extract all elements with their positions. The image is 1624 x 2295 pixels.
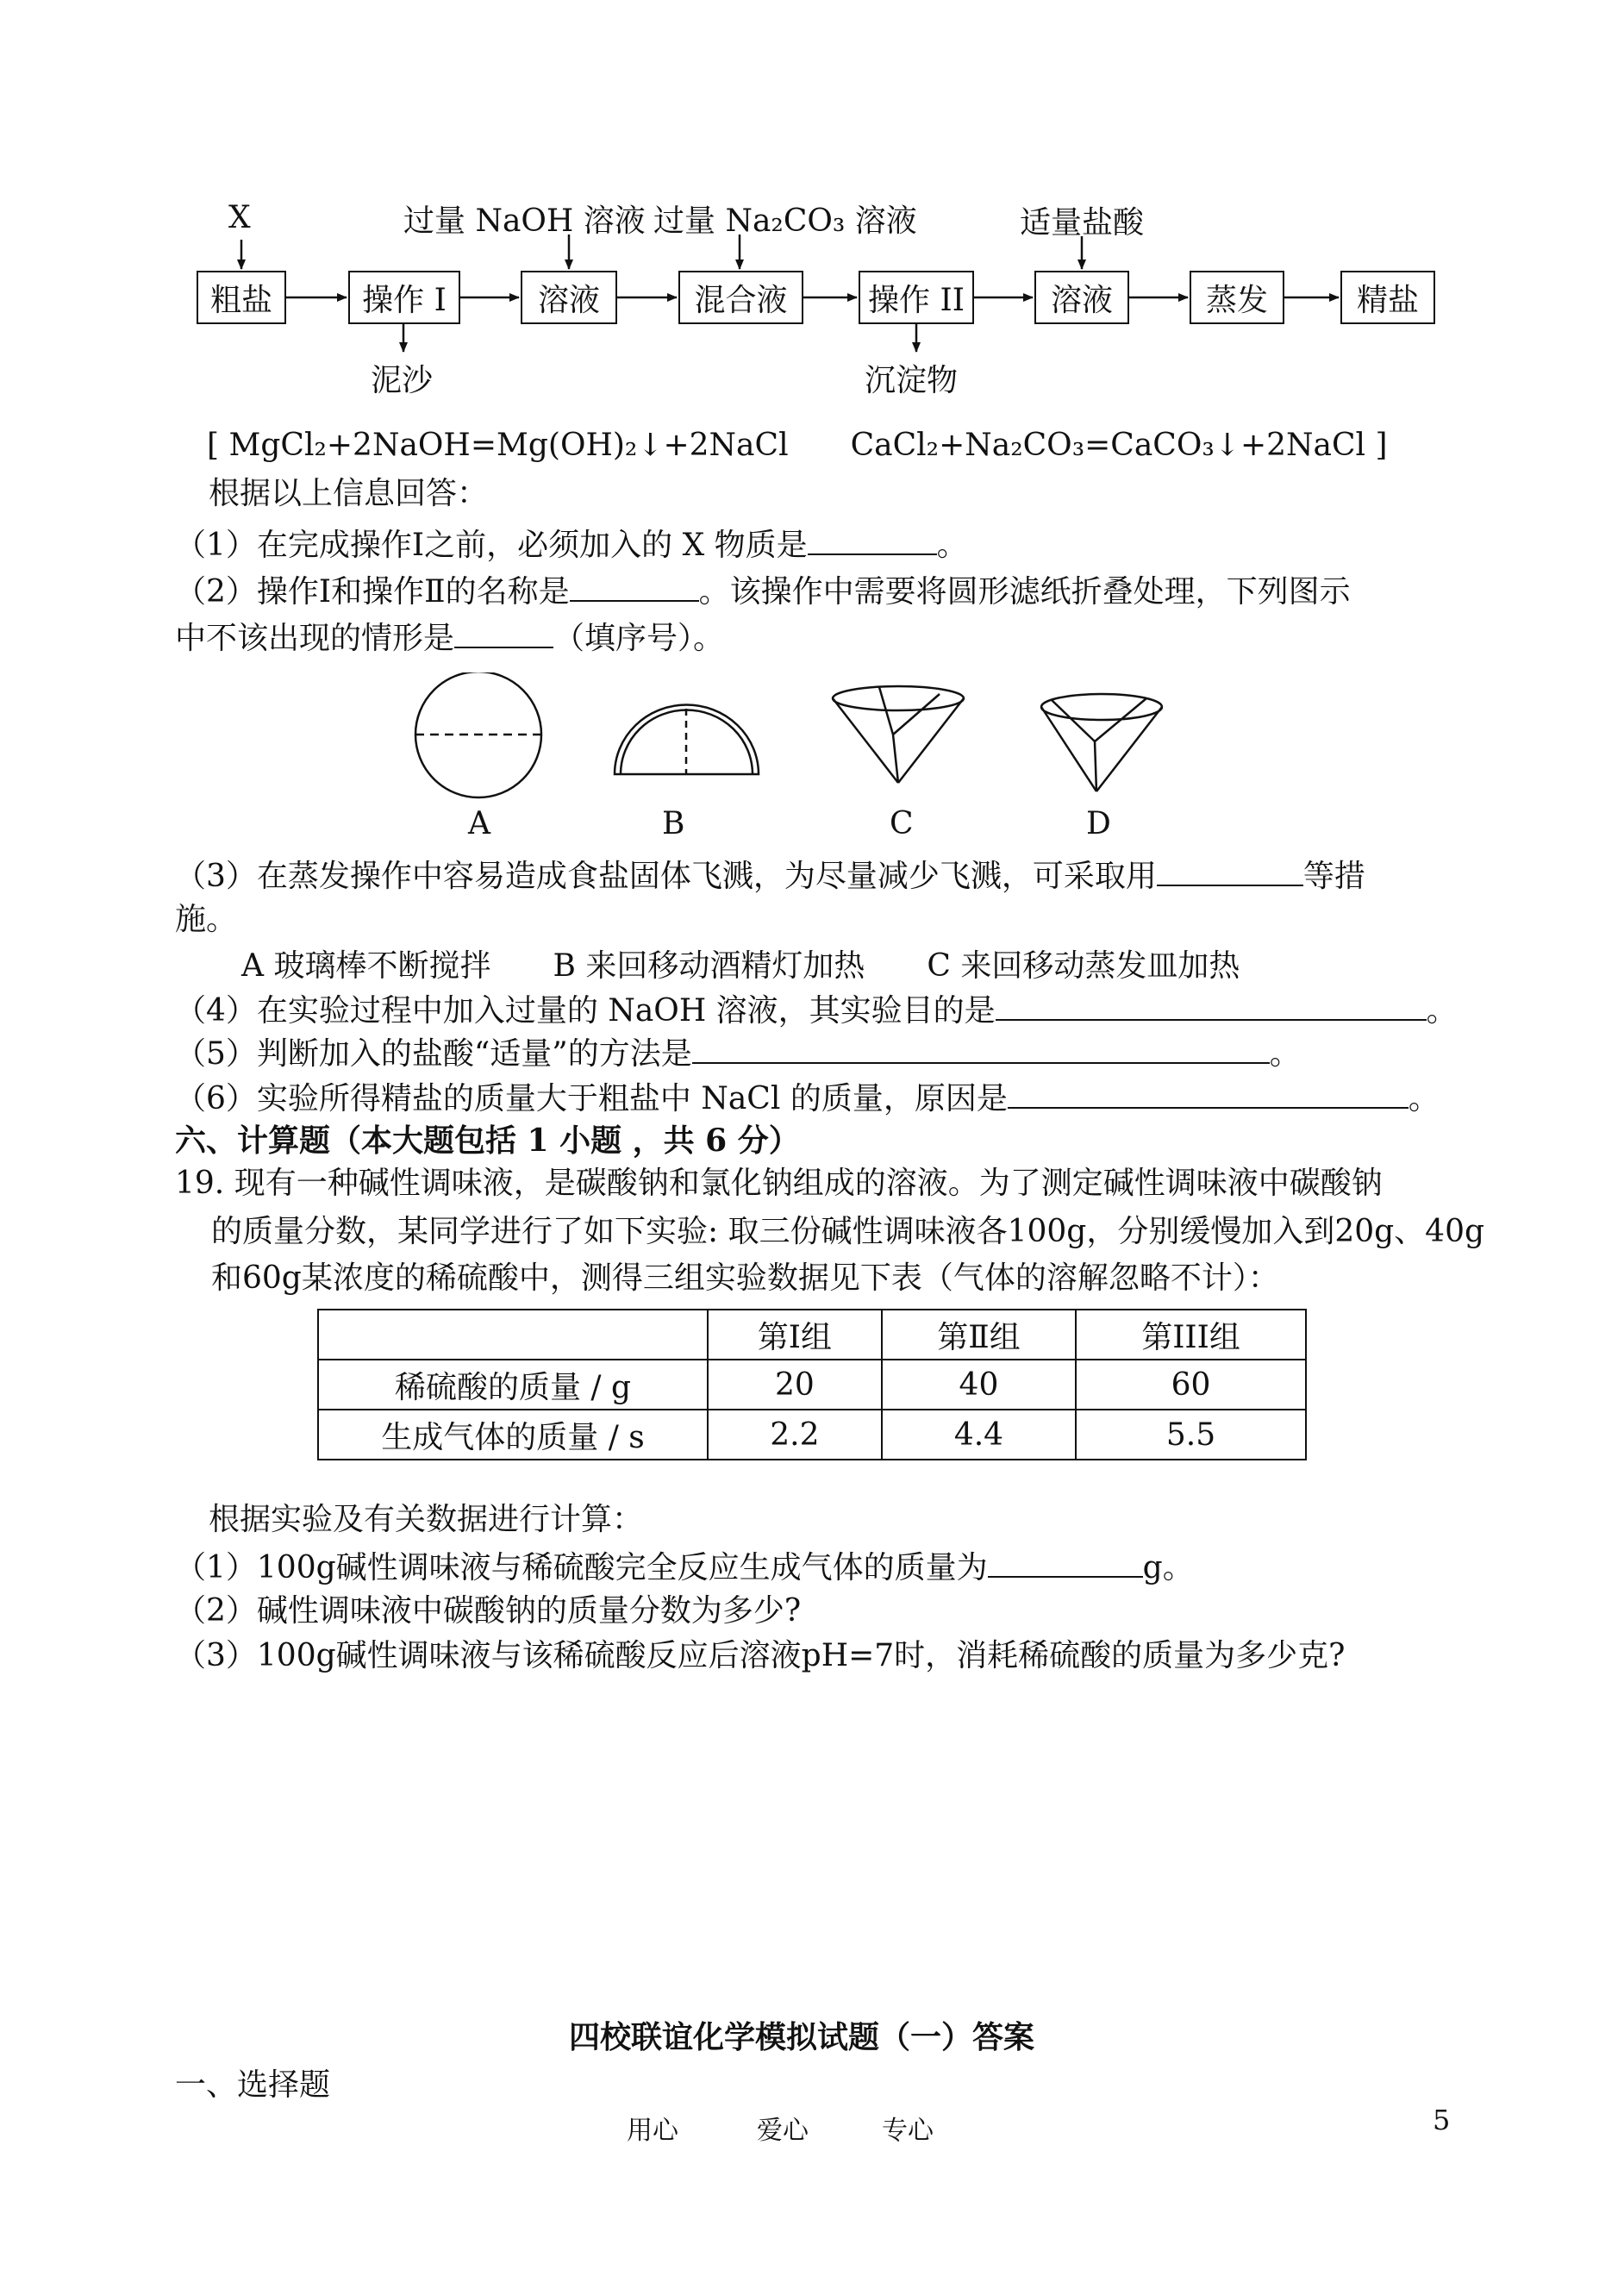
figure-a-circle bbox=[415, 672, 541, 797]
experiment-data-table bbox=[317, 1309, 1307, 1460]
figure-label-d: D bbox=[1086, 806, 1111, 841]
figure-label-b: B bbox=[662, 806, 685, 841]
question-6 bbox=[175, 1076, 1440, 1119]
question-5-end: 。 bbox=[1269, 1036, 1301, 1072]
table-cell: 4.4 bbox=[882, 1410, 1076, 1460]
figure-label-a: A bbox=[468, 806, 490, 841]
footer-motto-1: 用心 bbox=[627, 2116, 678, 2146]
label-mud: 泥沙 bbox=[371, 363, 434, 398]
reaction-equations: [ MgCl₂+2NaOH=Mg(OH)₂↓+2NaCl CaCl₂+Na₂CO₃=CaCO₃↓+2NaCl ] bbox=[207, 428, 1388, 463]
figure-d-cone bbox=[1041, 694, 1162, 791]
page-number: 5 bbox=[1433, 2104, 1451, 2136]
calc-question-2: （2）碱性调味液中碳酸钠的质量分数为多少? bbox=[175, 1593, 802, 1629]
question-3-options bbox=[241, 947, 1240, 986]
footer-motto-2: 爱心 bbox=[757, 2116, 809, 2146]
question-1 bbox=[175, 522, 968, 566]
question-1-end: 。 bbox=[936, 528, 968, 563]
answer-blank-2a[interactable] bbox=[570, 569, 699, 602]
flow-box-solution-2: 溶液 bbox=[1034, 271, 1129, 324]
answer-section-heading: 一、选择题 bbox=[175, 2067, 331, 2103]
question-5-text: （5）判断加入的盐酸“适量”的方法是 bbox=[175, 1036, 692, 1072]
figure-b-semicircle bbox=[615, 705, 759, 774]
question-3-text-b: 等措 bbox=[1302, 859, 1365, 894]
question-6-end: 。 bbox=[1408, 1081, 1440, 1116]
question-2-text-b: 。该操作中需要将圆形滤纸折叠处理，下列图示 bbox=[698, 574, 1351, 610]
option-b: B 来回移动酒精灯加热 bbox=[553, 948, 865, 984]
question-4-text: （4）在实验过程中加入过量的 NaOH 溶液，其实验目的是 bbox=[175, 993, 996, 1029]
table-header-cell: 第Ⅱ组 bbox=[882, 1310, 1076, 1360]
answer-blank-c1[interactable] bbox=[988, 1545, 1143, 1578]
filter-paper-figures bbox=[414, 672, 1172, 802]
question-3-line-1 bbox=[175, 854, 1365, 897]
table-row bbox=[318, 1360, 1306, 1410]
calc-question-3: （3）100g碱性调味液与该稀硫酸反应后溶液pH=7时，消耗稀硫酸的质量为多少克? bbox=[175, 1638, 1346, 1673]
label-hcl: 适量盐酸 bbox=[1020, 205, 1145, 241]
answer-blank-2b[interactable] bbox=[454, 616, 553, 648]
question-3-line-2: 施。 bbox=[175, 902, 238, 937]
question-19-line-2: 的质量分数，某同学进行了如下实验: 取三份碱性调味液各100g，分别缓慢加入到20g、40g bbox=[211, 1214, 1485, 1249]
answer-blank-1[interactable] bbox=[808, 522, 937, 555]
answer-blank-3[interactable] bbox=[1157, 854, 1303, 886]
flow-box-crude-salt: 粗盐 bbox=[197, 271, 286, 324]
label-naoh: 过量 NaOH 溶液 bbox=[403, 203, 646, 239]
section-6-heading: 六、计算题（本大题包括 1 小题 ，共 6 分） bbox=[175, 1122, 800, 1159]
question-19-line-1: 19. 现有一种碱性调味液，是碳酸钠和氯化钠组成的溶液。为了测定碱性调味液中碳酸钠 bbox=[175, 1166, 1383, 1201]
label-precipitate: 沉淀物 bbox=[865, 363, 959, 398]
table-cell: 2.2 bbox=[708, 1410, 882, 1460]
question-19-line-3: 和60g某浓度的稀硫酸中，测得三组实验数据见下表（气体的溶解忽略不计）： bbox=[211, 1260, 1279, 1296]
calc-question-1-end: g。 bbox=[1142, 1550, 1194, 1585]
question-2-line-1 bbox=[175, 569, 1351, 612]
table-header-row bbox=[318, 1310, 1306, 1360]
table-cell: 20 bbox=[708, 1360, 882, 1410]
table-header-cell bbox=[318, 1310, 708, 1360]
table-header-cell: 第III组 bbox=[1076, 1310, 1306, 1360]
calc-question-1-text: （1）100g碱性调味液与稀硫酸完全反应生成气体的质量为 bbox=[175, 1550, 988, 1585]
question-2-text-c: 中不该出现的情形是 bbox=[175, 621, 455, 656]
option-a: A 玻璃棒不断搅拌 bbox=[241, 948, 491, 984]
table-row bbox=[318, 1410, 1306, 1460]
label-na2co3: 过量 Na₂CO₃ 溶液 bbox=[653, 203, 917, 239]
option-c: C 来回移动蒸发皿加热 bbox=[927, 948, 1240, 984]
flow-box-operation-2: 操作 II bbox=[859, 271, 974, 324]
table-cell: 生成气体的质量 / s bbox=[318, 1410, 708, 1460]
question-2-text-d: （填序号）。 bbox=[553, 621, 725, 656]
answer-title: 四校联谊化学模拟试题（一）答案 bbox=[569, 2019, 1035, 2055]
question-2-text-a: （2）操作Ⅰ和操作Ⅱ的名称是 bbox=[175, 574, 570, 610]
table-header-cell: 第Ⅰ组 bbox=[708, 1310, 882, 1360]
footer-motto-3: 专心 bbox=[882, 2116, 934, 2146]
table-cell: 40 bbox=[882, 1360, 1076, 1410]
intro-text: 根据以上信息回答： bbox=[209, 476, 489, 511]
flow-box-solution-1: 溶液 bbox=[521, 271, 617, 324]
calc-question-1 bbox=[175, 1545, 1194, 1588]
question-1-text: （1）在完成操作Ⅰ之前，必须加入的 X 物质是 bbox=[175, 528, 808, 563]
figure-label-c: C bbox=[890, 806, 914, 841]
table-cell: 5.5 bbox=[1076, 1410, 1306, 1460]
calculation-intro: 根据实验及有关数据进行计算： bbox=[209, 1502, 644, 1537]
question-4-end: 。 bbox=[1426, 993, 1458, 1029]
flow-box-refined-salt: 精盐 bbox=[1340, 271, 1435, 324]
label-x: X bbox=[228, 200, 251, 235]
flow-box-operation-1: 操作 I bbox=[348, 271, 460, 324]
flow-box-mixture: 混合液 bbox=[678, 271, 803, 324]
question-3-text-a: （3）在蒸发操作中容易造成食盐固体飞溅，为尽量减少飞溅，可采取用 bbox=[175, 859, 1157, 894]
figure-c-cone bbox=[833, 686, 964, 783]
question-6-text: （6）实验所得精盐的质量大于粗盐中 NaCl 的质量，原因是 bbox=[175, 1081, 1008, 1116]
question-4 bbox=[175, 988, 1458, 1031]
question-2-line-2 bbox=[175, 616, 724, 659]
flow-box-evaporate: 蒸发 bbox=[1190, 271, 1284, 324]
table-cell: 60 bbox=[1076, 1360, 1306, 1410]
answer-blank-6[interactable] bbox=[1008, 1076, 1409, 1109]
flowchart-arrows bbox=[0, 0, 1624, 414]
question-5 bbox=[175, 1031, 1301, 1074]
answer-blank-5[interactable] bbox=[692, 1031, 1270, 1064]
answer-blank-4[interactable] bbox=[996, 988, 1427, 1021]
table-cell: 稀硫酸的质量 / g bbox=[318, 1360, 708, 1410]
